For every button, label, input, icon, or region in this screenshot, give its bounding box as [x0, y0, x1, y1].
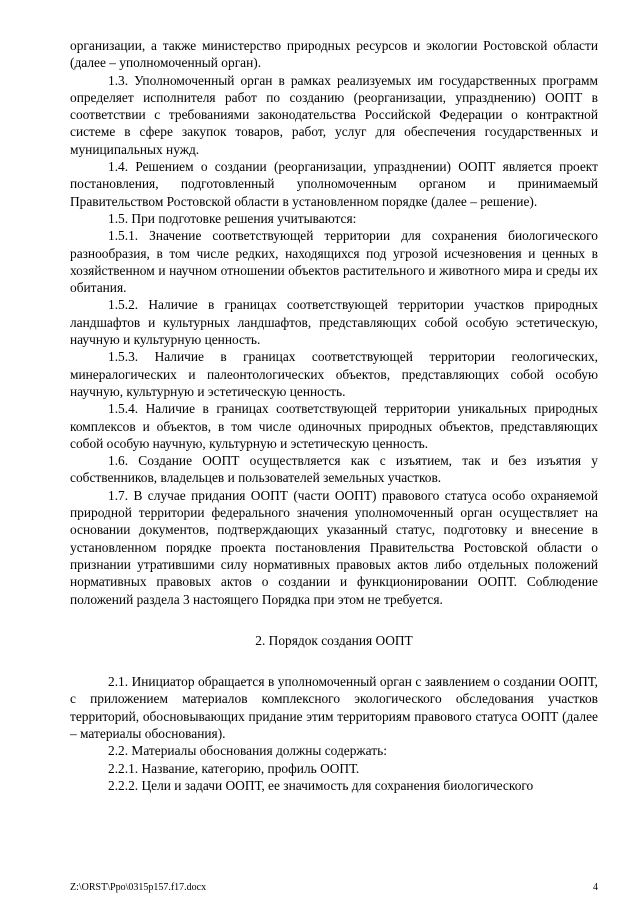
paragraph-1-5-2: 1.5.2. Наличие в границах соответствующей территории участков природных ландшафтов и культурных ландшафтов, представляющих собой особую эстетическую, научную и культурную ценность.: [70, 297, 598, 348]
page-footer: [70, 882, 598, 893]
paragraph-2-1: 2.1. Инициатор обращается в уполномоченный орган с заявлением о создании ООПТ, с приложением материалов комплексного экологического обследования участков территорий, обосновывающих придание этим территориям правового статуса ООПТ (далее – материалы обоснования).: [70, 674, 598, 741]
paragraph-intro: организации, а также министерство природных ресурсов и экологии Ростовской области (далее – уполномоченный орган).: [70, 38, 598, 71]
paragraph-1-7: 1.7. В случае придания ООПТ (части ООПТ) правового статуса особо охраняемой природной территории федерального значения уполномоченный орган осуществляет на основании документов, подтверждающих указанный статус, подготовку и внесение в установленном порядке проекта постановления Правительства Ростовской области о признании утратившими силу нормативных правовых актов либо отдельных положений нормативных правовых актов о создании и функционировании ООПТ. Соблюдение положений раздела 3 настоящего Порядка при этом не требуется.: [70, 487, 598, 607]
paragraph-1-5-3: 1.5.3. Наличие в границах соответствующей территории геологических, минералогических и палеонтологических объектов, представляющих собой особую научную, культурную и эстетическую ценность.: [70, 349, 598, 399]
paragraph-2-2: 2.2. Материалы обоснования должны содержать:: [108, 743, 387, 759]
paragraph-2-2-1: 2.2.1. Название, категорию, профиль ООПТ.: [108, 760, 360, 776]
file-path: Z:\ORST\Ppo\0315p157.f17.docx: [70, 882, 207, 893]
document-page: [70, 37, 598, 794]
paragraph-1-6: 1.6. Создание ООПТ осуществляется как с изъятием, так и без изъятия у собственников, владельцев и пользователей земельных участков.: [70, 453, 598, 486]
paragraph-1-4: 1.4. Решением о создании (реорганизации, упразднении) ООПТ является проект постановления, подготовленный уполномоченным органом и принимаемый Правительством Ростовской области в установленном порядке (далее – решение).: [70, 159, 598, 209]
paragraph-2-2-2: 2.2.2. Цели и задачи ООПТ, ее значимость для сохранения биологического: [108, 777, 534, 793]
page-number: 4: [593, 882, 598, 893]
paragraph-1-5-4: 1.5.4. Наличие в границах соответствующей территории уникальных природных комплексов и объектов, в том числе одиночных природных объектов, представляющих собой особую научную, культурную и эстетическую ценность.: [70, 401, 598, 451]
paragraph-1-5-1: 1.5.1. Значение соответствующей территории для сохранения биологического разнообразия, в том числе редких, находящихся под угрозой исчезновения и ценных в хозяйственном и научном отношении объектов растительного и животного мира и среды их обитания.: [70, 228, 598, 296]
paragraph-1-3: 1.3. Уполномоченный орган в рамках реализуемых им государственных программ определяет исполнителя работ по созданию (реорганизации, упразднению) ООПТ в соответствии с требованиями законодательства Российской Федерации о контрактной системе в сфере закупок товаров, работ, услуг для обеспечения государственных и муниципальных нужд.: [70, 72, 598, 157]
paragraph-1-5: 1.5. При подготовке решения учитываются:: [108, 210, 357, 226]
section-heading: 2. Порядок создания ООПТ: [255, 632, 413, 648]
